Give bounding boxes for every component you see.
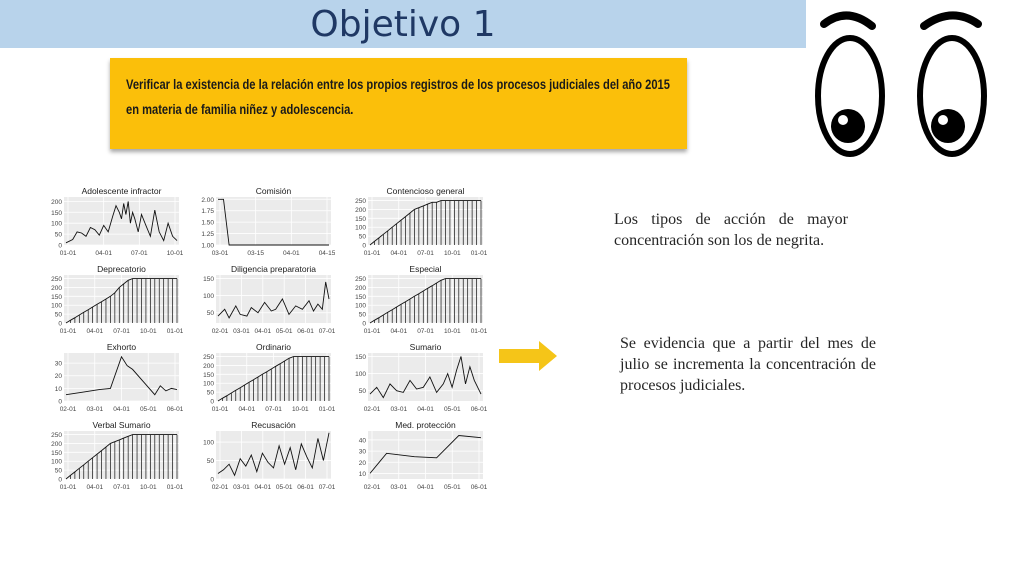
y-tick-label: 200 (51, 440, 62, 448)
x-tick-label: 04-01 (86, 328, 104, 335)
y-tick-label: 200 (51, 284, 62, 292)
x-tick-label: 05-01 (443, 484, 461, 491)
x-tick-label: 04-01 (254, 328, 272, 335)
x-tick-label: 07-01 (318, 484, 335, 491)
plot-panel (216, 197, 331, 245)
x-tick-label: 04-01 (95, 250, 112, 257)
x-tick-label: 01-01 (166, 484, 183, 491)
x-tick-label: 04-01 (283, 250, 300, 257)
y-tick-label: 0 (362, 320, 366, 328)
y-tick-label: 200 (355, 206, 366, 214)
slide-title: Objetivo 1 (310, 4, 496, 45)
y-tick-label: 100 (203, 293, 214, 301)
y-tick-label: 150 (355, 353, 366, 361)
chart-svg (38, 184, 183, 258)
y-tick-label: 100 (355, 224, 366, 232)
x-tick-label: 04-01 (417, 406, 434, 413)
x-tick-label: 07-01 (417, 328, 434, 335)
x-tick-label: 04-01 (86, 484, 104, 491)
x-tick-label: 01-01 (470, 328, 487, 335)
x-tick-label: 02-01 (363, 484, 381, 491)
x-tick-label: 01-01 (59, 328, 77, 335)
x-tick-label: 01-01 (59, 250, 77, 257)
x-tick-label: 01-01 (363, 250, 381, 257)
y-tick-label: 50 (358, 233, 366, 241)
chart-svg (38, 340, 183, 414)
x-tick-label: 10-01 (139, 328, 157, 335)
y-tick-label: 100 (203, 380, 214, 388)
y-tick-label: 200 (203, 362, 214, 370)
chart-2 (190, 184, 335, 258)
x-tick-label: 05-01 (275, 484, 293, 491)
y-tick-label: 200 (51, 198, 62, 206)
y-tick-label: 100 (51, 302, 62, 310)
x-tick-label: 05-01 (443, 406, 461, 413)
chart-svg (342, 184, 487, 258)
x-tick-label: 03-01 (390, 484, 408, 491)
x-tick-label: 02-01 (363, 406, 381, 413)
y-tick-label: 0 (58, 476, 62, 484)
chart-grid (38, 184, 488, 492)
chart-title: Sumario (409, 342, 442, 352)
y-tick-label: 30 (358, 448, 366, 456)
y-tick-label: 150 (203, 371, 214, 379)
y-tick-label: 50 (358, 311, 366, 319)
y-tick-label: 250 (355, 276, 366, 284)
chart-svg (342, 340, 487, 414)
y-tick-label: 30 (54, 360, 62, 368)
y-tick-label: 20 (54, 373, 62, 381)
y-tick-label: 50 (54, 311, 62, 319)
chart-svg (190, 184, 335, 258)
x-tick-label: 03-15 (247, 250, 264, 257)
x-tick-label: 06-01 (297, 484, 314, 491)
chart-title: Adolescente infractor (81, 186, 162, 196)
x-tick-label: 02-01 (59, 406, 77, 413)
right-arrow-icon (499, 341, 557, 371)
y-tick-label: 50 (206, 310, 214, 318)
x-tick-label: 04-01 (113, 406, 130, 413)
x-tick-label: 06-01 (166, 406, 183, 413)
x-tick-label: 04-01 (390, 328, 408, 335)
x-tick-label: 10-01 (139, 484, 157, 491)
x-tick-label: 06-01 (297, 328, 314, 335)
y-tick-label: 1.25 (201, 231, 214, 239)
y-tick-label: 250 (51, 276, 62, 284)
y-tick-label: 10 (358, 470, 366, 478)
note-most-concentrated: Los tipos de acción de mayor concentración son los de negrita. (614, 211, 848, 249)
x-tick-label: 10-01 (166, 250, 183, 257)
chart-title: Especial (409, 264, 442, 274)
chart-title: Verbal Sumario (92, 420, 151, 430)
chart-title: Comisión (255, 186, 292, 196)
x-tick-label: 01-01 (318, 406, 335, 413)
x-tick-label: 10-01 (443, 328, 461, 335)
x-tick-label: 01-01 (363, 328, 381, 335)
x-tick-label: 02-01 (211, 484, 229, 491)
x-tick-label: 01-01 (470, 250, 487, 257)
x-tick-label: 04-01 (390, 250, 408, 257)
x-tick-label: 06-01 (470, 484, 487, 491)
chart-7 (38, 340, 183, 414)
x-tick-label: 03-01 (233, 484, 250, 491)
y-tick-label: 1.00 (201, 242, 214, 250)
x-tick-label: 07-01 (131, 250, 148, 257)
y-tick-label: 2.00 (201, 196, 214, 204)
chart-9 (342, 340, 487, 414)
x-tick-label: 01-01 (166, 328, 183, 335)
y-tick-label: 100 (51, 220, 62, 228)
y-tick-label: 100 (203, 439, 214, 447)
x-tick-label: 03-01 (86, 406, 104, 413)
chart-12 (342, 418, 487, 492)
x-tick-label: 07-01 (265, 406, 282, 413)
x-tick-label: 04-01 (254, 484, 272, 491)
chart-svg (342, 418, 487, 492)
chart-title: Contencioso general (386, 186, 465, 196)
chart-3 (342, 184, 487, 258)
y-tick-label: 0 (58, 398, 62, 406)
y-tick-label: 150 (355, 293, 366, 301)
y-tick-label: 20 (358, 459, 366, 467)
x-tick-label: 07-01 (417, 250, 434, 257)
y-tick-label: 100 (355, 371, 366, 379)
y-tick-label: 0 (362, 242, 366, 250)
y-tick-label: 150 (51, 209, 62, 217)
chart-4 (38, 262, 183, 336)
y-tick-label: 1.75 (201, 208, 214, 216)
y-tick-label: 0 (58, 320, 62, 328)
y-tick-label: 150 (355, 215, 366, 223)
x-tick-label: 10-01 (291, 406, 309, 413)
y-tick-label: 10 (54, 385, 62, 393)
y-tick-label: 100 (355, 302, 366, 310)
x-tick-label: 10-01 (443, 250, 461, 257)
x-tick-label: 04-01 (417, 484, 434, 491)
x-tick-label: 04-01 (238, 406, 256, 413)
chart-svg (190, 262, 335, 336)
x-tick-label: 05-01 (275, 328, 293, 335)
y-tick-label: 50 (206, 458, 214, 466)
x-tick-label: 07-01 (113, 328, 130, 335)
x-tick-label: 07-01 (113, 484, 130, 491)
y-tick-label: 250 (203, 354, 214, 362)
chart-title: Deprecatorio (97, 264, 146, 274)
y-tick-label: 50 (206, 389, 214, 397)
cartoon-eyes-icon (812, 4, 1012, 160)
y-tick-label: 50 (358, 388, 366, 396)
y-tick-label: 150 (51, 293, 62, 301)
y-tick-label: 50 (54, 467, 62, 475)
x-tick-label: 01-01 (211, 406, 229, 413)
chart-title: Diligencia preparatoria (230, 264, 317, 274)
y-tick-label: 200 (355, 284, 366, 292)
x-tick-label: 06-01 (470, 406, 487, 413)
objective-text: Verificar la existencia de la relación entre los propios registros de los procesos judiciales del año 2015 en materia de familia niñez y adolescencia. (126, 77, 670, 117)
chart-8 (190, 340, 335, 414)
x-tick-label: 03-01 (233, 328, 250, 335)
chart-svg (38, 418, 183, 492)
chart-title: Ordinario (256, 342, 291, 352)
y-tick-label: 0 (210, 476, 214, 484)
x-tick-label: 05-01 (139, 406, 157, 413)
chart-svg (190, 418, 335, 492)
y-tick-label: 150 (51, 449, 62, 457)
chart-title: Exhorto (106, 342, 137, 352)
x-tick-label: 03-01 (390, 406, 408, 413)
chart-1 (38, 184, 183, 258)
x-tick-label: 04-15 (318, 250, 335, 257)
chart-title: Med. protección (395, 420, 456, 430)
y-tick-label: 1.50 (201, 219, 214, 227)
chart-11 (190, 418, 335, 492)
x-tick-label: 02-01 (211, 328, 229, 335)
y-tick-label: 0 (210, 398, 214, 406)
chart-svg (38, 262, 183, 336)
x-tick-label: 03-01 (211, 250, 229, 257)
chart-5 (190, 262, 335, 336)
chart-svg (342, 262, 487, 336)
chart-svg (190, 340, 335, 414)
y-tick-label: 250 (355, 198, 366, 206)
y-tick-label: 40 (358, 437, 366, 445)
plot-panel (216, 275, 331, 323)
chart-6 (342, 262, 487, 336)
x-tick-label: 01-01 (59, 484, 77, 491)
y-tick-label: 100 (51, 458, 62, 466)
chart-title: Recusación (251, 420, 296, 430)
y-tick-label: 250 (51, 432, 62, 440)
y-tick-label: 50 (54, 231, 62, 239)
y-tick-label: 0 (58, 242, 62, 250)
y-tick-label: 150 (203, 275, 214, 283)
x-tick-label: 07-01 (318, 328, 335, 335)
note-july-increase: Se evidencia que a partir del mes de julio se incrementa la concentración de procesos judiciales. (620, 335, 876, 394)
chart-10 (38, 418, 183, 492)
